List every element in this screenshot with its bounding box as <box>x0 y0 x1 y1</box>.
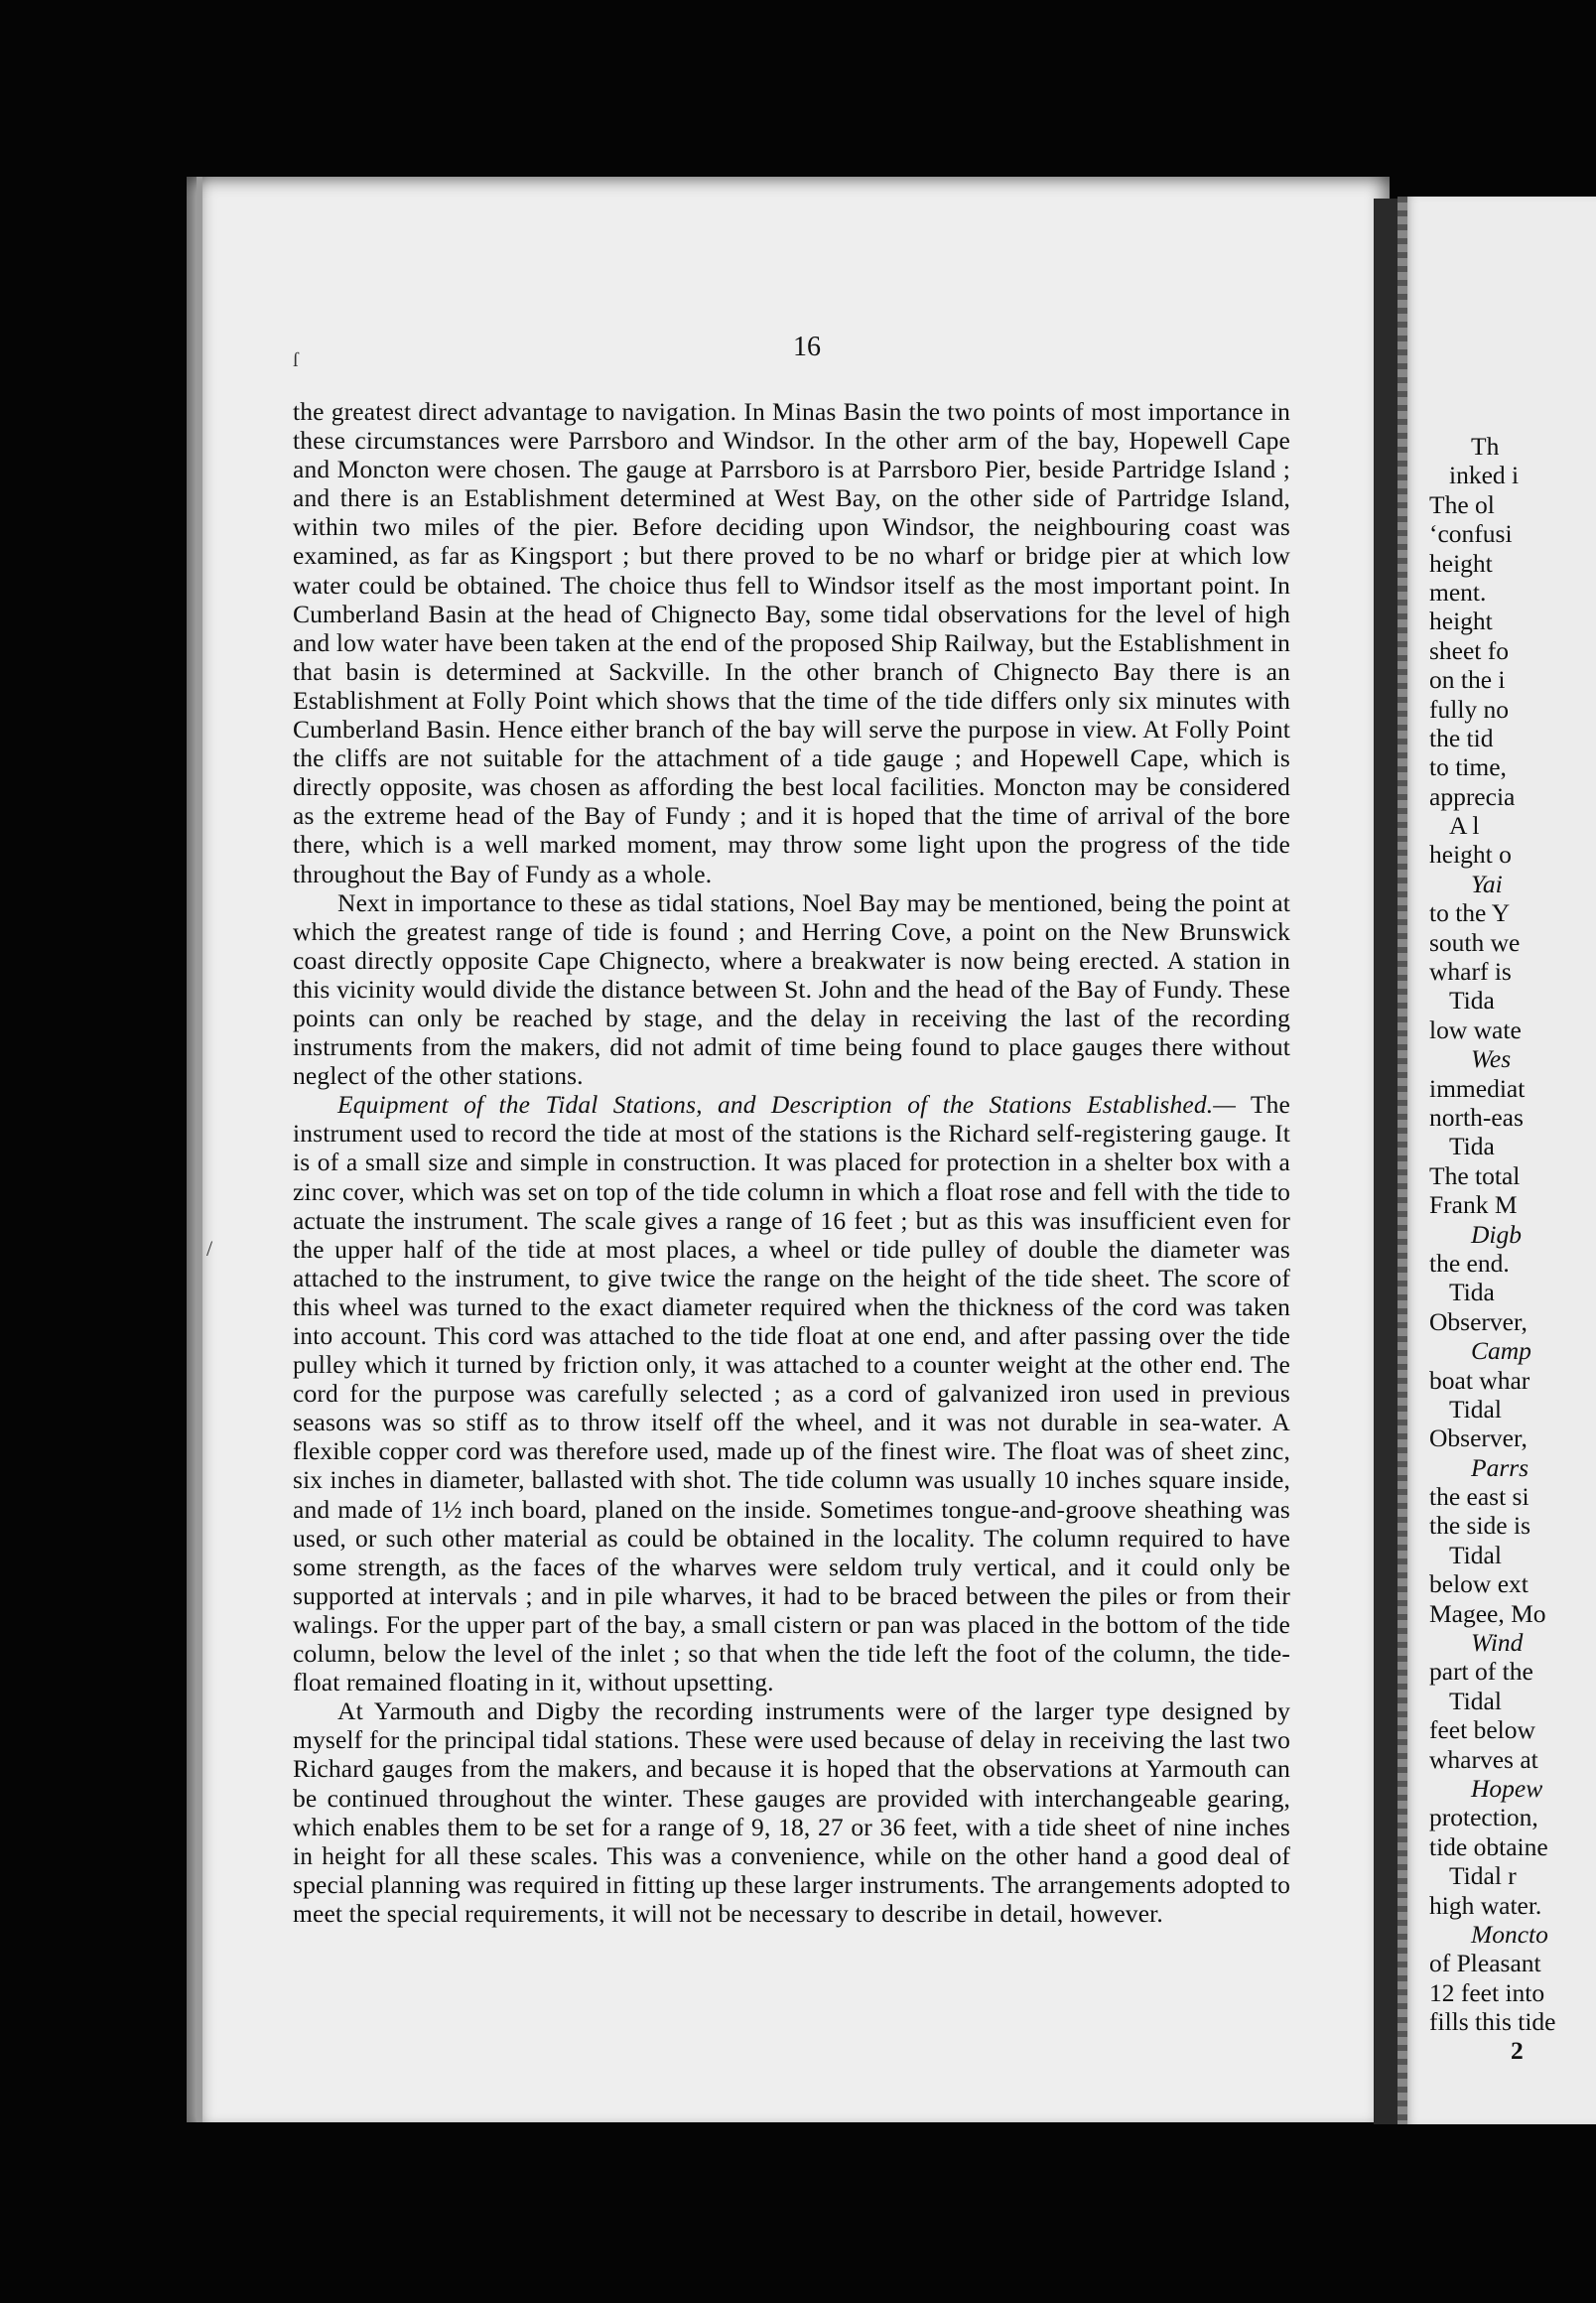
facing-page-line: Th <box>1471 432 1500 461</box>
facing-page-line: Digb <box>1471 1219 1522 1249</box>
facing-page-text <box>1429 432 1596 2066</box>
facing-page-line: Tidal <box>1449 1686 1502 1715</box>
facing-page-line: fills this tide <box>1429 2007 1556 2037</box>
facing-page-line: height o <box>1429 840 1512 870</box>
facing-page-line: tide obtaine <box>1429 1831 1548 1861</box>
facing-page-line: inked i <box>1449 461 1520 490</box>
facing-page-line: ment. <box>1429 577 1487 607</box>
paragraph <box>293 1090 1290 1696</box>
facing-page-line: below ext <box>1429 1569 1529 1599</box>
facing-page-line: Tida <box>1449 1278 1495 1307</box>
facing-page-line: Observer, <box>1429 1423 1528 1453</box>
facing-page-line: Observer, <box>1429 1306 1528 1336</box>
facing-page-line: to time, <box>1429 752 1507 782</box>
facing-page-line: Moncto <box>1471 1919 1548 1949</box>
facing-page-line: boat whar <box>1429 1365 1530 1395</box>
facing-page-line: wharf is <box>1429 957 1512 987</box>
facing-page-line: the east si <box>1429 1482 1530 1512</box>
facing-page-line: 12 feet into <box>1429 1977 1545 2007</box>
facing-page-line: low wate <box>1429 1015 1522 1044</box>
paragraph: At Yarmouth and Digby the recording instruments were of the larger type designed by myself for the principal tidal stations. These were used because of delay in receiving the last two Richard gauges from the makers, and because it is hoped that the observations at Yarmouth can be continued throughout the winter. These gauges are provided with interchangeable gearing, which enables them to be set for a range of 9, 18, 27 or 36 feet, with a tide sheet of nine inches in height for all these scales. This was a convenience, while on the other hand a good deal of special planning was required in fitting up these larger instruments. The arrangements adopted to meet the special requirements, it will not be necessary to describe in detail, however. <box>293 1696 1290 1928</box>
facing-page-line: The total <box>1429 1160 1521 1190</box>
facing-page-line: Tida <box>1449 1132 1495 1161</box>
facing-page-line: north-eas <box>1429 1102 1524 1132</box>
facing-page-line: Tida <box>1449 986 1495 1016</box>
facing-page-line: Tidal <box>1449 1394 1502 1423</box>
facing-page-line: A l <box>1449 811 1480 841</box>
facing-page-line: 2 <box>1511 2036 1524 2066</box>
facing-page-line: the side is <box>1429 1511 1530 1541</box>
facing-page-line: on the i <box>1429 665 1506 695</box>
facing-page-line: the tid <box>1429 723 1494 752</box>
facing-page-line: Tidal <box>1449 1540 1502 1569</box>
facing-page-line: Yai <box>1471 869 1503 898</box>
facing-page-line: Frank M <box>1429 1190 1518 1220</box>
facing-page-line: ‘confusi <box>1429 519 1513 549</box>
facing-page-line: Magee, Mo <box>1429 1598 1546 1628</box>
page-body <box>293 397 1290 1928</box>
facing-page-line: feet below <box>1429 1715 1535 1745</box>
margin-mark: / <box>206 1236 213 1261</box>
page-number: 16 <box>793 332 821 362</box>
facing-page-line: Wind <box>1471 1628 1524 1658</box>
facing-page-line: part of the <box>1429 1657 1533 1687</box>
facing-page-line: Hopew <box>1471 1773 1543 1803</box>
paragraph: Next in importance to these as tidal stations, Noel Bay may be mentioned, being the point at which the greatest range of tide is found ; and Herring Cove, a point on the New Brunswick coast directly opposite Cape Chignecto, where a breakwater is now being erected. A station in this vicinity would divide the distance between St. John and the head of the Bay of Fundy. These points can only be reached by stage, and the delay in receiving the last of the recording instruments from the makers, did not admit of time being found to place gauges there without neglect of the other stations. <box>293 887 1290 1091</box>
facing-page-line: Camp <box>1471 1336 1531 1366</box>
paragraph-text: The instrument used to record the tide at most of the stations is the Richard self-registering gauge. It is of a small size and simple in construction. It was placed for protection in a shelter box with a zinc cover, which was set on top of the tide column in which a float rose and fell with the tide to actuate the instrument. The scale gives a range of 16 feet ; but as this was insufficient even for the upper half of the tide at most places, a wheel or tide pulley of double the diameter was attached to the instrument, to give twice the range on the height of the tide sheet. The score of this wheel was turned to the exact diameter required when the thickness of the cord was taken into account. This cord was attached to the tide float at one end, and after passing over the tide pulley which it turned by friction only, it was attached to a counter weight at the other end. The cord for the purpose was carefully selected ; as a cord of galvanized iron used in previous seasons was so stiff as to throw itself off the wheel, and it was not durable in sea-water. A flexible copper cord was therefore used, made up of the finest wire. The float was of sheet zinc, six inches in diameter, ballasted with shot. The tide column was usually 10 inches square inside, and made of 1½ inch board, planed on the inside. Sometimes tongue-and-groove sheathing was used, or such other material as could be obtained in the locality. The column required to have some strength, as the faces of the wharves were seldom truly vertical, and it could only be supported at intervals ; and in pile wharves, it had to be braced between the piles or from their walings. For the upper part of the bay, a small cistern or pan was placed in the bottom of the tide column, below the level of the inlet ; so that when the tide left the foot of the column, the tide-float remained floating in it, without upsetting. <box>293 1090 1290 1697</box>
facing-page-line: Wes <box>1471 1044 1512 1074</box>
book-gutter <box>1374 199 1399 2124</box>
section-heading: Equipment of the Tidal Stations, and Description of the Stations Established.— <box>337 1090 1237 1120</box>
facing-page-line: the end. <box>1429 1248 1510 1278</box>
facing-page-line: The ol <box>1429 489 1495 519</box>
facing-page-line: high water. <box>1429 1890 1542 1920</box>
facing-page-line: to the Y <box>1429 898 1511 928</box>
facing-page-line: apprecia <box>1429 781 1516 811</box>
facing-page-line: height <box>1429 607 1493 636</box>
facing-page-line: immediat <box>1429 1073 1526 1103</box>
margin-speck: ſ <box>293 349 299 371</box>
facing-page-line: height <box>1429 548 1493 578</box>
facing-page-line: wharves at <box>1429 1744 1538 1774</box>
facing-page-line: Parrs <box>1471 1452 1530 1482</box>
facing-page-line: fully no <box>1429 694 1510 724</box>
facing-page-line: south we <box>1429 927 1521 957</box>
facing-page-line: of Pleasant <box>1429 1949 1541 1978</box>
facing-page-line: protection, <box>1429 1803 1538 1832</box>
facing-page-line: Tidal r <box>1449 1861 1517 1891</box>
facing-page-line: sheet fo <box>1429 635 1510 665</box>
paragraph: the greatest direct advantage to navigation. In Minas Basin the two points of most importance in these circumstances were Parrsboro and Windsor. In the other arm of the bay, Hopewell Cape and Moncton were chosen. The gauge at Parrsboro is at Parrsboro Pier, beside Partridge Island ; and there is an Establishment determined at West Bay, on the other side of Partridge Island, within two miles of the pier. Before deciding upon Windsor, the neighbouring coast was examined, as far as Kingsport ; but there proved to be no wharf or bridge pier at which low water could be obtained. The choice thus fell to Windsor itself as the most important point. In Cumberland Basin at the head of Chignecto Bay, some tidal observations for the level of high and low water have been taken at the end of the proposed Ship Railway, but the Establishment in that basin is determined at Sackville. In the other branch of Chignecto Bay there is an Establishment at Folly Point which shows that the time of the tide differs only six minutes with Cumberland Basin. Hence either branch of the bay will serve the purpose in view. At Folly Point the cliffs are not suitable for the attachment of a tide gauge ; and Hopewell Cape, which is directly opposite, was chosen as affording the best local facilities. Moncton may be considered as the extreme head of the Bay of Fundy ; and it is hoped that the time of arrival of the bore there, which is a well marked moment, may throw some light upon the progress of the tide throughout the Bay of Fundy as a whole. <box>293 397 1290 888</box>
